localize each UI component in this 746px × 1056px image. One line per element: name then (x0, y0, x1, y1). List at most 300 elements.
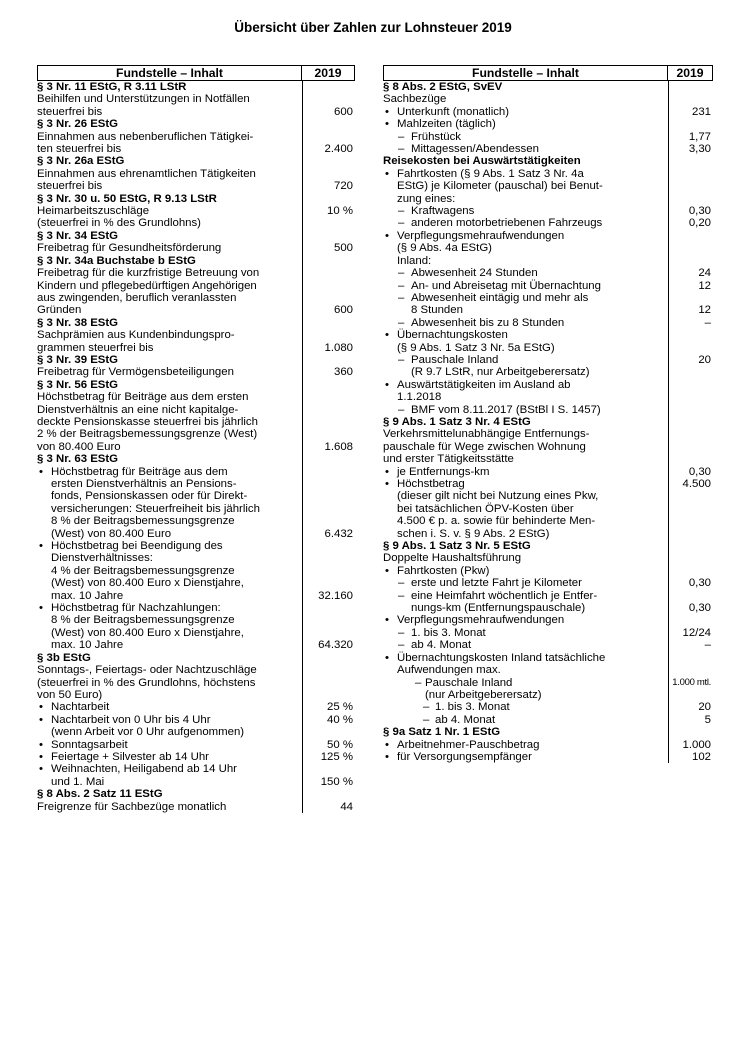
section-heading: § 3 Nr. 34a Buchstabe b EStG (37, 254, 196, 267)
row-value: 0,30 (668, 577, 713, 589)
row-text: (§ 9 Abs. 1 Satz 3 Nr. 5a EStG) (397, 341, 555, 354)
row-text: • Auswärtstätigkeiten im Ausland ab (383, 379, 668, 391)
table-row (37, 366, 355, 378)
table-row (37, 801, 355, 813)
table-row (37, 540, 355, 552)
row-text: Beihilfen und Unterstützungen in Notfällen (37, 93, 250, 106)
row-text: • für Versorgungsempfänger (383, 751, 668, 763)
table-row (37, 627, 355, 639)
row-value (302, 763, 355, 775)
table-row (37, 280, 355, 292)
row-text: • Mahlzeiten (täglich) (383, 118, 668, 130)
row-value: 64.320 (302, 639, 355, 651)
row-text: Sonntags-, Feiertags- oder Nachtzuschläge (37, 664, 257, 677)
table-row (37, 639, 355, 651)
row-text: Dienstverhältnis an eine nicht kapitalge- (37, 403, 239, 416)
header-fundstelle: Fundstelle – Inhalt (383, 66, 667, 80)
row-value: 0,30 (668, 602, 713, 614)
row-value: 4.500 (668, 478, 713, 490)
right-table-header (383, 65, 713, 81)
section-heading-row (383, 81, 713, 93)
table-row (37, 490, 355, 502)
table-row (37, 602, 355, 614)
table-row (37, 131, 355, 143)
row-text: – ab 4. Monat (383, 714, 668, 726)
table-row (37, 416, 355, 428)
table-row (383, 391, 713, 403)
row-text: – erste und letzte Fahrt je Kilometer (383, 577, 668, 589)
row-text: von 50 Euro) (37, 688, 103, 701)
row-text: pauschale für Wege zwischen Wohnung (383, 440, 586, 453)
row-value (668, 416, 713, 428)
row-text: 8 % der Beitragsbemessungsgrenze (51, 515, 235, 528)
row-text: – Abwesenheit eintägig und mehr als (383, 292, 668, 304)
table-row (37, 515, 355, 527)
table-row (37, 466, 355, 478)
row-text: – eine Heimfahrt wöchentlich je Entfer- (383, 590, 668, 602)
table-row (383, 255, 713, 267)
table-row (37, 714, 355, 726)
row-text: und 1. Mai (51, 775, 105, 788)
row-text: • Verpflegungsmehraufwendungen (383, 614, 668, 626)
section-heading: § 3 Nr. 26a EStG (37, 155, 125, 168)
row-value (668, 565, 713, 577)
row-text: Freibetrag für Vermögensbeteiligungen (37, 366, 234, 379)
header-year: 2019 (301, 66, 355, 80)
header-fundstelle: Fundstelle – Inhalt (37, 66, 301, 80)
section-heading: § 3 Nr. 39 EStG (37, 353, 119, 366)
row-text: (dieser gilt nicht bei Nutzung eines Pkw, (397, 490, 599, 503)
row-value: – (668, 639, 713, 651)
row-text: Sachprämien aus Kundenbindungspro- (37, 329, 235, 342)
table-row (37, 763, 355, 775)
row-text: – Kraftwagens (383, 205, 668, 217)
row-value: 1.000 (668, 739, 713, 751)
row-value: 32.160 (302, 590, 355, 602)
row-value: 6.432 (302, 528, 355, 540)
row-text: Doppelte Haushaltsführung (383, 552, 522, 565)
section-heading: § 3 Nr. 26 EStG (37, 118, 119, 131)
row-text: – anderen motorbetriebenen Fahrzeugs (383, 217, 668, 229)
page-title: Übersicht über Zahlen zur Lohnsteuer 2019 (234, 20, 512, 35)
row-value (302, 81, 355, 93)
row-value: 44 (302, 801, 355, 813)
row-value: 40 % (302, 714, 355, 726)
table-row (37, 143, 355, 155)
row-text: • Sonntagsarbeit (37, 739, 302, 751)
table-row (383, 478, 713, 490)
row-text: bei tatsächlichen ÖPV-Kosten über (397, 502, 574, 515)
row-value: 600 (302, 304, 355, 316)
row-value (302, 515, 355, 527)
row-text: versicherungen: Steuerfreiheit bis jährlich (51, 502, 260, 515)
row-value: 20 (668, 701, 713, 713)
row-value (302, 329, 355, 341)
table-row (383, 515, 713, 527)
table-row (383, 217, 713, 229)
row-text: (West) von 80.400 Euro (51, 527, 172, 540)
row-text: (nur Arbeitgeberersatz) (425, 688, 542, 701)
row-text: • Weihnachten, Heiligabend ab 14 Uhr (37, 763, 302, 775)
row-text: und erster Tätigkeitsstätte (383, 453, 514, 466)
row-value (668, 726, 713, 738)
row-value (302, 552, 355, 564)
row-value: 1,77 (668, 131, 713, 143)
section-heading: § 3 Nr. 11 EStG, R 3.11 LStR (37, 81, 187, 93)
table-row (383, 143, 713, 155)
row-value (668, 652, 713, 664)
row-text: Kindern und pflegebedürftigen Angehörigen (37, 279, 257, 292)
section-heading-row (37, 255, 355, 267)
row-text: • Unterkunft (monatlich) (383, 106, 668, 118)
row-text: • Höchstbetrag (383, 478, 668, 490)
table-row (383, 701, 713, 713)
row-value: 12 (668, 304, 713, 316)
section-heading: § 3 Nr. 63 EStG (37, 453, 119, 466)
row-text: – 1. bis 3. Monat (383, 701, 668, 713)
row-value (668, 614, 713, 626)
row-value (668, 664, 713, 676)
row-value (302, 391, 355, 403)
table-row (383, 466, 713, 478)
row-text: Freigrenze für Sachbezüge monatlich (37, 800, 227, 813)
row-value (668, 93, 713, 105)
table-row (37, 180, 355, 192)
row-text: 8 % der Beitragsbemessungsgrenze (51, 614, 235, 627)
row-text: • Verpflegungsmehraufwendungen (383, 230, 668, 242)
row-value (302, 540, 355, 552)
table-row (383, 602, 713, 614)
row-text: Inland: (397, 254, 432, 267)
table-row (37, 267, 355, 279)
section-heading-row (37, 379, 355, 391)
section-heading: § 9 Abs. 1 Satz 3 Nr. 5 EStG (383, 540, 531, 553)
row-value (302, 677, 355, 689)
row-value (668, 453, 713, 465)
section-heading-row (37, 155, 355, 167)
table-row (383, 379, 713, 391)
row-text: zung eines: (397, 192, 456, 205)
table-row (37, 565, 355, 577)
row-value (668, 180, 713, 192)
table-row (37, 93, 355, 105)
table-row (37, 404, 355, 416)
row-value (302, 565, 355, 577)
table-row (383, 180, 713, 192)
row-text: – Mittagessen/Abendessen (383, 143, 668, 155)
row-text: steuerfrei bis (37, 105, 103, 118)
table-row (383, 490, 713, 502)
row-value (302, 627, 355, 639)
row-text: fonds, Pensionskassen oder für Direkt- (51, 490, 248, 503)
section-heading: § 3 Nr. 38 EStG (37, 316, 119, 329)
row-text: • Arbeitnehmer-Pauschbetrag (383, 739, 668, 751)
row-text: (steuerfrei in % des Grundlohns, höchstens (37, 676, 256, 689)
row-text: 4 % der Beitragsbemessungsgrenze (51, 564, 235, 577)
row-value (302, 404, 355, 416)
row-text: Verkehrsmittelunabhängige Entfernungs- (383, 428, 590, 441)
table-row (383, 739, 713, 751)
row-text: Freibetrag für Gesundheitsförderung (37, 242, 222, 255)
table-row (37, 503, 355, 515)
table-row (383, 453, 713, 465)
section-heading: § 9a Satz 1 Nr. 1 EStG (383, 726, 501, 739)
row-text: Höchstbetrag für Beiträge aus dem ersten (37, 391, 249, 404)
section-heading-row (37, 193, 355, 205)
section-heading: § 8 Abs. 2 Satz 11 EStG (37, 788, 163, 801)
row-text: grammen steuerfrei bis (37, 341, 154, 354)
row-value: 600 (302, 106, 355, 118)
row-value: 1.608 (302, 441, 355, 453)
table-row (383, 329, 713, 341)
table-row (383, 366, 713, 378)
table-row (383, 168, 713, 180)
row-value (668, 155, 713, 167)
row-value (302, 267, 355, 279)
row-value (302, 602, 355, 614)
row-value: 12 (668, 280, 713, 292)
row-value (668, 391, 713, 403)
row-value (668, 503, 713, 515)
row-value: 12/24 (668, 627, 713, 639)
row-value (302, 193, 355, 205)
row-text: • Nachtarbeit (37, 701, 302, 713)
row-value (302, 416, 355, 428)
table-row (383, 751, 713, 763)
table-row (383, 441, 713, 453)
row-value: 24 (668, 267, 713, 279)
row-text: • Übernachtungskosten Inland tatsächliche (383, 652, 668, 664)
row-value: 0,30 (668, 466, 713, 478)
table-row (37, 614, 355, 626)
table-row (383, 93, 713, 105)
table-row (383, 714, 713, 726)
row-value: 125 % (302, 751, 355, 763)
row-text: – Frühstück (383, 131, 668, 143)
row-value: 2.400 (302, 143, 355, 155)
row-text: max. 10 Jahre (51, 589, 124, 602)
row-text: deckte Pensionskasse steuerfrei bis jährlich (37, 415, 258, 428)
section-heading-row (37, 230, 355, 242)
table-row (383, 652, 713, 664)
row-value (668, 590, 713, 602)
table-row (383, 503, 713, 515)
table-row (383, 528, 713, 540)
table-row (37, 577, 355, 589)
section-heading-row (37, 354, 355, 366)
row-value (668, 441, 713, 453)
row-value (302, 577, 355, 589)
left-table (37, 65, 355, 813)
row-value: 231 (668, 106, 713, 118)
row-text: Freibetrag für die kurzfristige Betreuung von (37, 267, 260, 280)
table-row (37, 205, 355, 217)
row-value (668, 255, 713, 267)
row-text: Einnahmen aus ehrenamtlichen Tätigkeiten (37, 167, 256, 180)
row-value (302, 317, 355, 329)
row-value (302, 503, 355, 515)
section-heading: Reisekosten bei Auswärtstätigkeiten (383, 155, 581, 168)
row-value (668, 552, 713, 564)
section-heading: § 8 Abs. 2 EStG, SvEV (383, 81, 503, 93)
table-row (37, 726, 355, 738)
section-heading: § 9 Abs. 1 Satz 3 Nr. 4 EStG (383, 415, 531, 428)
section-heading-row (37, 118, 355, 130)
row-text: 2 % der Beitragsbemessungsgrenze (West) (37, 428, 258, 441)
row-text: Aufwendungen max. (397, 664, 501, 677)
row-text: steuerfrei bis (37, 180, 103, 193)
row-value (668, 528, 713, 540)
section-heading: § 3 Nr. 56 EStG (37, 378, 119, 391)
left-table-header (37, 65, 355, 81)
row-value (302, 664, 355, 676)
row-text: Heimarbeitszuschläge (37, 205, 150, 218)
row-value: – (668, 317, 713, 329)
table-row (37, 776, 355, 788)
row-text: ten steuerfrei bis (37, 143, 122, 156)
section-heading-row (37, 788, 355, 800)
table-row (383, 317, 713, 329)
row-value (668, 242, 713, 254)
row-value (668, 689, 713, 701)
table-row (37, 106, 355, 118)
row-value (302, 93, 355, 105)
row-text: (West) von 80.400 Euro x Dienstjahre, (51, 626, 244, 639)
row-text: max. 10 Jahre (51, 639, 124, 652)
table-row (383, 677, 713, 689)
row-value (302, 788, 355, 800)
row-text: 8 Stunden (411, 304, 463, 317)
table-row (383, 242, 713, 254)
row-value (302, 652, 355, 664)
table-row (383, 354, 713, 366)
section-heading-row (37, 652, 355, 664)
row-value (668, 379, 713, 391)
table-row (37, 528, 355, 540)
table-row (37, 168, 355, 180)
table-row (383, 131, 713, 143)
row-value (302, 230, 355, 242)
section-heading-row (383, 155, 713, 167)
row-value (302, 292, 355, 304)
table-row (37, 677, 355, 689)
row-value (302, 168, 355, 180)
row-value (302, 255, 355, 267)
row-text: • Höchstbetrag bei Beendigung des (37, 540, 302, 552)
table-row (383, 552, 713, 564)
table-row (37, 739, 355, 751)
row-text: – Abwesenheit bis zu 8 Stunden (383, 317, 668, 329)
table-row (37, 689, 355, 701)
section-heading-row (37, 81, 355, 93)
row-value (302, 490, 355, 502)
table-row (37, 242, 355, 254)
row-text: Sachbezüge (383, 93, 447, 106)
table-row (383, 230, 713, 242)
row-value (668, 490, 713, 502)
row-text: (§ 9 Abs. 4a EStG) (397, 242, 492, 255)
row-value (668, 168, 713, 180)
row-value (302, 280, 355, 292)
row-value (302, 466, 355, 478)
row-value: 10 % (302, 205, 355, 217)
table-row (383, 428, 713, 440)
row-text: – Pauschale Inland (383, 354, 668, 366)
table-row (383, 614, 713, 626)
table-row (383, 304, 713, 316)
section-heading-row (383, 540, 713, 552)
right-table-rows (383, 81, 713, 763)
table-row (37, 342, 355, 354)
row-value: 102 (668, 751, 713, 763)
table-row (37, 428, 355, 440)
row-value (668, 193, 713, 205)
row-value: 20 (668, 354, 713, 366)
table-row (383, 280, 713, 292)
row-text: (R 9.7 LStR, nur Arbeitgeberersatz) (411, 366, 590, 379)
row-value (668, 515, 713, 527)
row-value (302, 614, 355, 626)
row-value (668, 404, 713, 416)
section-heading: § 3b EStG (37, 651, 91, 664)
table-row (37, 217, 355, 229)
row-value: 5 (668, 714, 713, 726)
table-row (37, 701, 355, 713)
row-value: 0,20 (668, 217, 713, 229)
row-text: (steuerfrei in % des Grundlohns) (37, 217, 201, 230)
row-text: – Pauschale Inland (383, 677, 668, 689)
row-text: Einnahmen aus nebenberuflichen Tätigkei- (37, 130, 254, 143)
row-value (668, 292, 713, 304)
table-row (383, 689, 713, 701)
table-row (37, 590, 355, 602)
row-text: – An- und Abreisetag mit Übernachtung (383, 280, 668, 292)
row-value: 360 (302, 366, 355, 378)
row-text: – ab 4. Monat (383, 639, 668, 651)
row-value (668, 118, 713, 130)
row-text: • Feiertage + Silvester ab 14 Uhr (37, 751, 302, 763)
table-row (383, 404, 713, 416)
row-text: • Fahrtkosten (§ 9 Abs. 1 Satz 3 Nr. 4a (383, 168, 668, 180)
table-row (37, 751, 355, 763)
row-text: schen i. S. v. § 9 Abs. 2 EStG) (397, 527, 550, 540)
row-value: 0,30 (668, 205, 713, 217)
table-row (37, 292, 355, 304)
row-text: • Höchstbetrag für Beiträge aus dem (37, 466, 302, 478)
row-value (302, 379, 355, 391)
row-value (302, 354, 355, 366)
row-text: (West) von 80.400 Euro x Dienstjahre, (51, 577, 244, 590)
row-value: 500 (302, 242, 355, 254)
table-row (383, 639, 713, 651)
row-value (302, 428, 355, 440)
table-row (37, 304, 355, 316)
left-table-rows (37, 81, 355, 813)
section-heading: § 3 Nr. 34 EStG (37, 229, 119, 242)
row-text: (wenn Arbeit vor 0 Uhr aufgenommen) (51, 726, 245, 739)
section-heading-row (383, 416, 713, 428)
row-value (302, 131, 355, 143)
row-value (668, 428, 713, 440)
row-text: EStG) je Kilometer (pauschal) bei Benut- (397, 180, 603, 193)
row-value (302, 726, 355, 738)
header-year: 2019 (667, 66, 713, 80)
row-text: Dienstverhältnisses: (51, 552, 153, 565)
row-value: 1.080 (302, 342, 355, 354)
table-row (383, 664, 713, 676)
row-value (668, 329, 713, 341)
row-text: nungs-km (Entfernungspauschale) (411, 602, 586, 615)
